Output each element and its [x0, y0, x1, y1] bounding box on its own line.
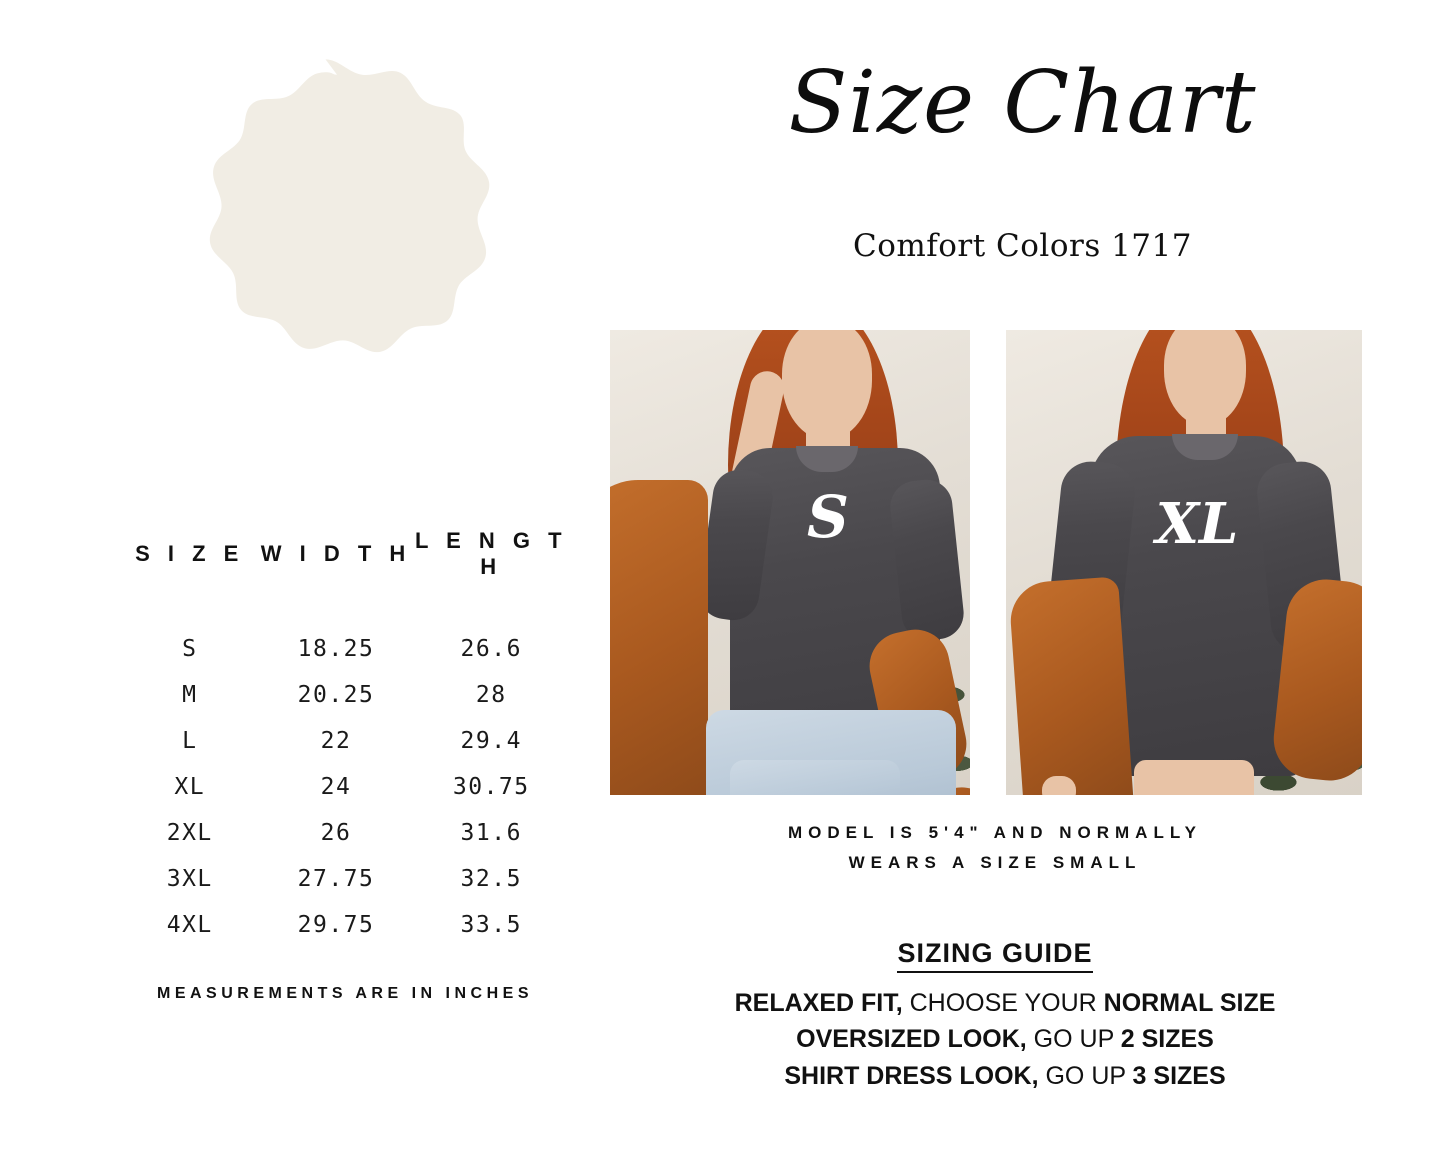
column-header-size: S I Z E — [135, 541, 245, 566]
cell-width: 27.75 — [297, 866, 375, 892]
cell-width: 20.25 — [297, 682, 375, 708]
cell-size: 3XL — [166, 866, 213, 892]
sizing-line-2-bold-start: OVERSIZED LOOK, — [796, 1025, 1027, 1054]
sizing-line-2-normal: GO UP — [1026, 1025, 1121, 1054]
page-title: Size Chart — [788, 53, 1257, 153]
column-header-width: W I D T H — [260, 541, 412, 566]
right-column — [600, 0, 1445, 1156]
sizing-line-3-bold-start: SHIRT DRESS LOOK, — [784, 1061, 1039, 1090]
cell-length: 26.6 — [460, 636, 522, 662]
sizing-guide-line-3 — [610, 1058, 1400, 1094]
sizing-guide-heading — [610, 938, 1380, 969]
page-subtitle: Comfort Colors 1717 — [853, 228, 1192, 264]
cell-length: 33.5 — [460, 912, 522, 938]
model-hand — [1042, 776, 1076, 795]
cell-width: 22 — [320, 728, 352, 754]
size-table-container — [120, 528, 570, 948]
sizing-line-2-bold-end: 2 SIZES — [1120, 1025, 1214, 1054]
sizing-line-1-normal: CHOOSE YOUR — [902, 989, 1104, 1017]
sizing-line-1-bold-end: NORMAL SIZE — [1103, 989, 1276, 1017]
table-row — [120, 810, 570, 856]
table-row — [120, 902, 570, 948]
cell-size: 2XL — [166, 820, 213, 846]
sizing-guide-heading-text: SIZING GUIDE — [897, 938, 1092, 973]
model-photo-gallery — [610, 330, 1380, 795]
model-caption-line-2: WEARS A SIZE SMALL — [848, 852, 1142, 872]
model-photo-size-s — [610, 330, 970, 795]
model-caption-line-1: MODEL IS 5'4" AND NORMALLY — [787, 823, 1202, 842]
cell-size: L — [182, 728, 198, 754]
cell-length: 29.4 — [460, 728, 522, 754]
table-row — [120, 856, 570, 902]
sizing-line-1-bold-start: RELAXED FIT, — [734, 989, 903, 1017]
cell-size: XL — [174, 774, 206, 800]
cell-length: 30.75 — [452, 774, 530, 800]
cell-size: 4XL — [166, 912, 213, 938]
table-row — [120, 672, 570, 718]
cell-width: 29.75 — [297, 912, 375, 938]
model-photo-size-xl — [1006, 330, 1362, 795]
model-legs — [1134, 760, 1254, 795]
corduroy-jacket — [1008, 576, 1134, 795]
cell-length: 28 — [475, 682, 507, 708]
model-size-caption — [610, 818, 1380, 878]
sizing-guide-line-1 — [610, 985, 1400, 1021]
shirt-graphic-letter: S — [807, 483, 849, 551]
cell-size: S — [182, 636, 198, 662]
cell-length: 31.6 — [460, 820, 522, 846]
table-row — [120, 764, 570, 810]
model-jeans-leg — [730, 760, 900, 795]
left-column — [0, 0, 600, 1156]
sizing-guide-lines — [610, 985, 1400, 1094]
sizing-line-3-normal: GO UP — [1038, 1061, 1133, 1090]
cell-size: M — [182, 682, 198, 708]
measurements-note: MEASUREMENTS ARE IN INCHES — [157, 985, 533, 1002]
cell-width: 24 — [320, 774, 352, 800]
cell-width: 18.25 — [297, 636, 375, 662]
table-row — [120, 718, 570, 764]
corduroy-jacket — [610, 480, 708, 795]
size-chart-table — [120, 528, 570, 948]
table-header-row — [120, 528, 570, 626]
sizing-guide-line-2 — [610, 1021, 1400, 1057]
cell-length: 32.5 — [460, 866, 522, 892]
table-row — [120, 626, 570, 672]
shirt-graphic-letter: XL — [1155, 491, 1239, 557]
sizing-line-3-bold-end: 3 SIZES — [1132, 1061, 1226, 1090]
column-header-length: L E N G T H — [414, 528, 568, 579]
cell-width: 26 — [320, 820, 352, 846]
decorative-blob-shape — [133, 48, 518, 448]
